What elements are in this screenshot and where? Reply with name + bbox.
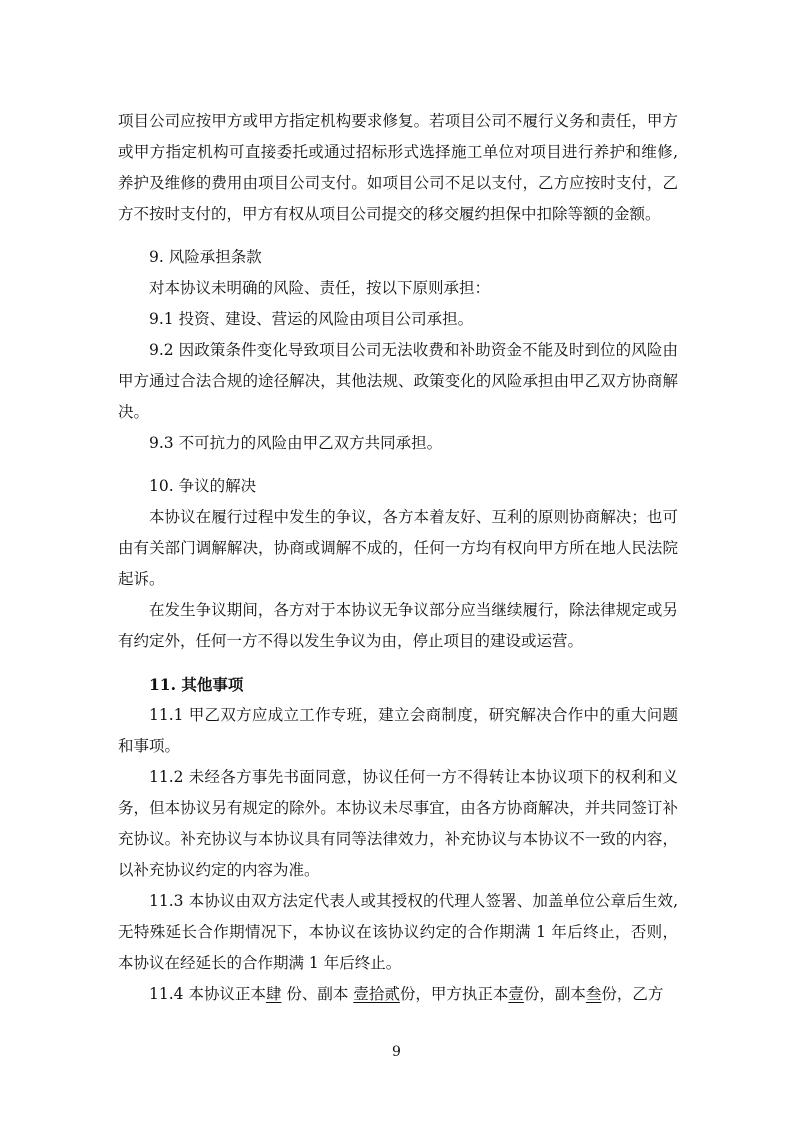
duplicate-copies-count: 壹拾贰 [353, 985, 400, 1003]
clause-11-4-text-g: 份，副本 [523, 985, 586, 1003]
clause-9-1: 9.1 投资、建设、营运的风险由项目公司承担。 [149, 310, 474, 328]
section-10-paragraph-1: 本协议在履行过程中发生的争议，各方本着友好、互利的原则协商解决；也可由有关部门调解解决，协商或调解不成的，任何一方均有权向甲方所在地人民法院起诉。 [118, 508, 678, 588]
clause-11-4-text-a: 11.4 本协议正本 [149, 985, 266, 1003]
clause-11-3: 11.3 本协议由双方法定代表人或其授权的代理人签署、加盖单位公章后生效, 无特殊延长合作期情况下，本协议在该协议约定的合作期满 1 年后终止，否则，本协议在经延长的合作期满 1 年后终止。 [118, 892, 678, 972]
clause-11-2: 11.2 未经各方事先书面同意，协议任何一方不得转让本协议项下的权利和义务，但本协议另有规定的除外。本协议未尽事宜，由各方协商解决，并共同签订补充协议。补充协议与本协议具有同等法律效力，补充协议与本协议不一致的内容，以补充协议约定的内容为准。 [118, 768, 678, 879]
section-9-heading: 9. 风险承担条款 [149, 248, 262, 266]
original-copies-count: 肆 [265, 985, 282, 1003]
clause-9-3: 9.3 不可抗力的风险由甲乙双方共同承担。 [149, 434, 443, 452]
clause-11-4 [118, 979, 678, 1010]
clause-11-1: 11.1 甲乙双方应成立工作专班，建立会商制度，研究解决合作中的重大问题和事项。 [118, 706, 678, 755]
paragraph-continuation: 项目公司应按甲方或甲方指定机构要求修复。若项目公司不履行义务和责任，甲方或甲方指定机构可直接委托或通过招标形式选择施工单位对项目进行养护和维修, 养护及维修的费用由项目公司支付。如项目公司不足以支付，乙方应按时支付，乙方不按时支付的，甲方有权从项目公司提交的移交履约担保中扣除等额的金额。 [118, 112, 678, 223]
page-number: 9 [392, 1044, 401, 1060]
clause-11-4-text-c: 份、副本 [281, 985, 354, 1003]
section-9-intro: 对本协议未明确的风险、责任，按以下原则承担： [149, 279, 491, 297]
clause-11-4-text-i: 份，乙方 [601, 985, 664, 1003]
section-10-heading: 10. 争议的解决 [149, 477, 257, 495]
section-11-heading: 11. 其他事项 [149, 675, 244, 694]
clause-11-4-text-e: 份，甲方执正本 [399, 985, 509, 1003]
party-a-duplicate-count: 叁 [585, 985, 602, 1003]
clause-9-2: 9.2 因政策条件变化导致项目公司无法收费和补助资金不能及时到位的风险由甲方通过合法合规的途径解决，其他法规、政策变化的风险承担由甲乙双方协商解决。 [118, 341, 678, 421]
page-body [118, 106, 678, 1010]
section-10-paragraph-2: 在发生争议期间，各方对于本协议无争议部分应当继续履行，除法律规定或另有约定外，任何一方不得以发生争议为由，停止项目的建设或运营。 [118, 601, 678, 650]
party-a-original-count: 壹 [508, 985, 524, 1003]
